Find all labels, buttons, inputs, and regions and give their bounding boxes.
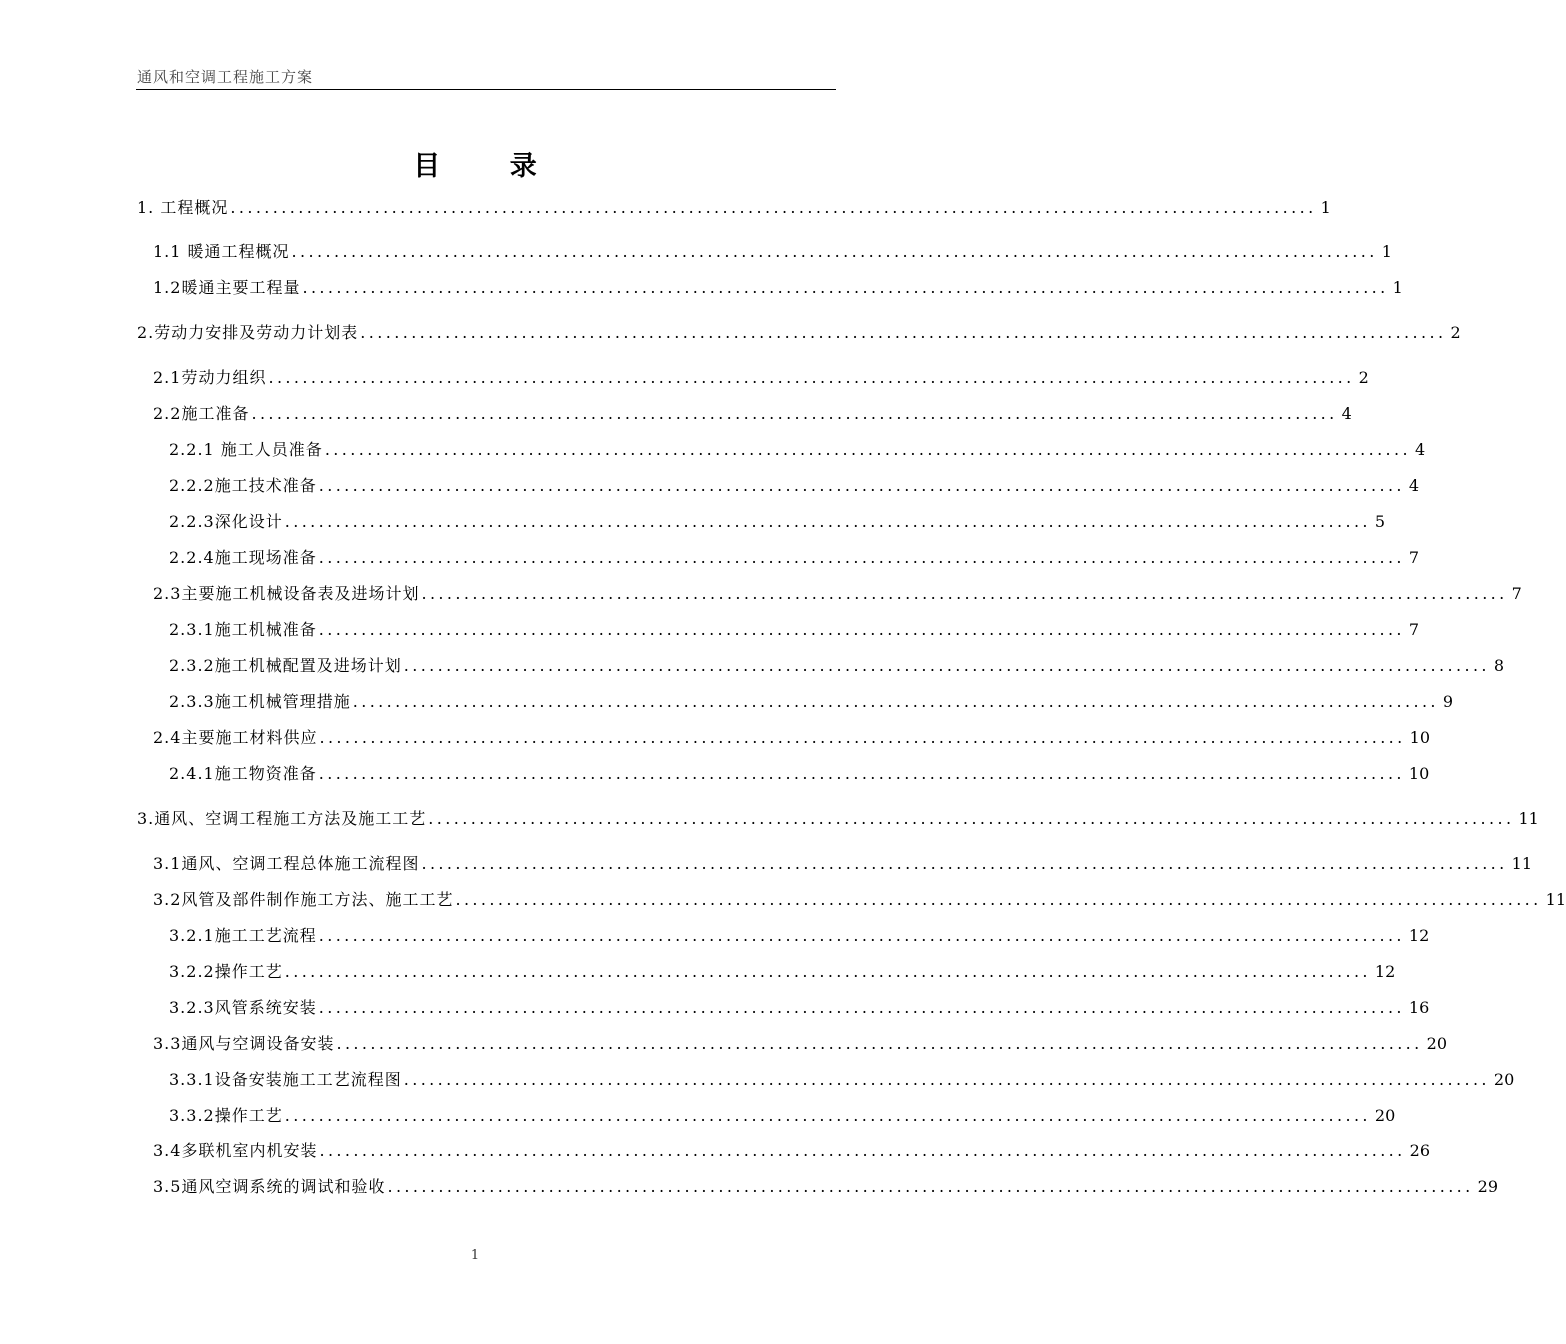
toc-entry[interactable] xyxy=(169,652,1505,676)
toc-entry-label: 3.4多联机室内机安装 xyxy=(153,1141,318,1160)
toc-entry-label: 2.4主要施工材料供应 xyxy=(153,728,318,747)
toc-entry-page: 10 xyxy=(1409,728,1431,747)
toc-entry-page: 1 xyxy=(1381,242,1392,261)
toc-entry-label: 1. 工程概况 xyxy=(137,198,229,217)
toc-entry-page: 11 xyxy=(1545,890,1566,909)
toc-entry[interactable] xyxy=(153,238,1392,262)
toc-entry-label: 2.劳动力安排及劳动力计划表 xyxy=(137,323,359,342)
toc-entry[interactable] xyxy=(153,1030,1448,1054)
toc-entry[interactable] xyxy=(137,805,1539,829)
toc-leader-dots: ................................................................................................................................ xyxy=(421,584,1508,603)
toc-entry-label: 2.2.4施工现场准备 xyxy=(169,548,317,567)
toc-entry[interactable] xyxy=(169,508,1386,532)
toc-entry-page: 20 xyxy=(1426,1034,1448,1053)
toc-entry-label: 2.3.3施工机械管理措施 xyxy=(169,692,351,711)
page-number: 1 xyxy=(470,1248,480,1263)
toc-leader-dots: ................................................................................................................................ xyxy=(455,890,1542,909)
toc-leader-dots: ................................................................................................................................ xyxy=(318,476,1405,495)
header-divider xyxy=(136,89,836,90)
toc-entry-page: 10 xyxy=(1408,764,1430,783)
toc-leader-dots: ................................................................................................................................ xyxy=(291,242,1378,261)
toc-entry-label: 3.通风、空调工程施工方法及施工工艺 xyxy=(137,809,427,828)
toc-leader-dots: ................................................................................................................................ xyxy=(318,926,1405,945)
toc-entry[interactable] xyxy=(153,400,1352,424)
toc-leader-dots: ................................................................................................................................ xyxy=(387,1177,1474,1196)
toc-leader-dots: ................................................................................................................................ xyxy=(319,1141,1406,1160)
toc-entry[interactable] xyxy=(169,688,1454,712)
header-title: 通风和空调工程施工方案 xyxy=(137,68,314,86)
toc-entry-page: 12 xyxy=(1374,962,1396,981)
toc-entry-label: 3.3.1设备安装施工工艺流程图 xyxy=(169,1070,402,1089)
toc-leader-dots: ................................................................................................................................ xyxy=(421,854,1508,873)
toc-entry-label: 3.1通风、空调工程总体施工流程图 xyxy=(153,854,420,873)
toc-entry-page: 1 xyxy=(1392,278,1403,297)
toc-entry[interactable] xyxy=(153,724,1431,748)
toc-leader-dots: ................................................................................................................................ xyxy=(352,692,1439,711)
toc-leader-dots: ................................................................................................................................ xyxy=(284,962,1371,981)
toc-leader-dots: ................................................................................................................................ xyxy=(318,998,1405,1017)
toc-entry-page: 9 xyxy=(1442,692,1454,711)
toc-entry-page: 5 xyxy=(1374,512,1386,531)
toc-leader-dots: ................................................................................................................................ xyxy=(318,620,1405,639)
toc-leader-dots: ................................................................................................................................ xyxy=(318,548,1405,567)
toc-entry-label: 1.1 暖通工程概况 xyxy=(153,242,290,261)
toc-entry[interactable] xyxy=(153,886,1566,910)
toc-leader-dots: ................................................................................................................................ xyxy=(284,1106,1371,1125)
toc-entry-label: 3.2.1施工工艺流程 xyxy=(169,926,317,945)
toc-entry-label: 2.3.1施工机械准备 xyxy=(169,620,317,639)
toc-entry-label: 1.2暖通主要工程量 xyxy=(153,278,301,297)
toc-entry[interactable] xyxy=(153,580,1522,604)
toc-entry-label: 3.2风管及部件制作施工方法、施工工艺 xyxy=(153,890,454,909)
toc-entry[interactable] xyxy=(169,1066,1515,1090)
toc-leader-dots: ................................................................................................................................ xyxy=(284,512,1371,531)
toc-entry-page: 2 xyxy=(1358,368,1369,387)
toc-leader-dots: ................................................................................................................................ xyxy=(268,368,1355,387)
toc-entry-page: 16 xyxy=(1408,998,1430,1017)
toc-entry-label: 2.1劳动力组织 xyxy=(153,368,267,387)
toc-entry-label: 3.3通风与空调设备安装 xyxy=(153,1034,335,1053)
toc-leader-dots: ................................................................................................................................ xyxy=(302,278,1389,297)
toc-entry-label: 2.2.2施工技术准备 xyxy=(169,476,317,495)
toc-entry-label: 2.4.1施工物资准备 xyxy=(169,764,317,783)
toc-entry[interactable] xyxy=(153,274,1403,298)
toc-entry-label: 3.3.2操作工艺 xyxy=(169,1106,283,1125)
toc-leader-dots: ................................................................................................................................ xyxy=(428,809,1515,828)
toc-entry[interactable] xyxy=(137,319,1461,343)
toc-entry[interactable] xyxy=(169,958,1396,982)
toc-entry[interactable] xyxy=(153,1137,1431,1161)
toc-leader-dots: ................................................................................................................................ xyxy=(251,404,1338,423)
toc-leader-dots: ................................................................................................................................ xyxy=(318,764,1405,783)
toc-entry-page: 7 xyxy=(1408,548,1420,567)
toc-entry[interactable] xyxy=(169,760,1430,784)
toc-leader-dots: ................................................................................................................................ xyxy=(319,728,1406,747)
toc-entry-page: 20 xyxy=(1374,1106,1396,1125)
toc-entry[interactable] xyxy=(153,850,1533,874)
toc-entry-label: 3.2.2操作工艺 xyxy=(169,962,283,981)
toc-entry[interactable] xyxy=(169,994,1430,1018)
toc-entry-page: 2 xyxy=(1450,323,1461,342)
toc-entry[interactable] xyxy=(153,364,1369,388)
toc-entry[interactable] xyxy=(169,922,1430,946)
toc-entry-label: 2.2.3深化设计 xyxy=(169,512,283,531)
toc-entry-page: 26 xyxy=(1409,1141,1431,1160)
toc-entry-page: 11 xyxy=(1518,809,1539,828)
toc-entry[interactable] xyxy=(137,194,1331,218)
toc-entry-page: 12 xyxy=(1408,926,1430,945)
toc-entry-label: 2.3.2施工机械配置及进场计划 xyxy=(169,656,402,675)
toc-entry-page: 7 xyxy=(1408,620,1420,639)
toc-entry-page: 11 xyxy=(1511,854,1533,873)
toc-entry-page: 20 xyxy=(1493,1070,1515,1089)
toc-leader-dots: ................................................................................................................................ xyxy=(230,198,1317,217)
toc-entry[interactable] xyxy=(169,436,1426,460)
toc-leader-dots: ................................................................................................................................ xyxy=(336,1034,1423,1053)
toc-entry[interactable] xyxy=(169,472,1420,496)
toc-entry-page: 7 xyxy=(1511,584,1522,603)
toc-leader-dots: ................................................................................................................................ xyxy=(360,323,1447,342)
toc-entry-page: 4 xyxy=(1341,404,1352,423)
toc-entry-page: 8 xyxy=(1493,656,1505,675)
toc-entry-page: 4 xyxy=(1408,476,1420,495)
toc-entry-label: 2.2施工准备 xyxy=(153,404,250,423)
toc-leader-dots: ................................................................................................................................ xyxy=(324,440,1412,459)
toc-entry[interactable] xyxy=(169,616,1420,640)
toc-leader-dots: ................................................................................................................................ xyxy=(403,1070,1490,1089)
toc-entry[interactable] xyxy=(169,544,1420,568)
toc-entry[interactable] xyxy=(169,1102,1396,1126)
toc-entry-page: 29 xyxy=(1477,1177,1499,1196)
toc-entry-page: 4 xyxy=(1415,440,1426,459)
toc-entry-page: 1 xyxy=(1320,198,1331,217)
toc-entry-label: 3.2.3风管系统安装 xyxy=(169,998,317,1017)
toc-entry-label: 2.2.1 施工人员准备 xyxy=(169,440,323,459)
toc-entry-label: 3.5通风空调系统的调试和验收 xyxy=(153,1177,386,1196)
toc-entry-label: 2.3主要施工机械设备表及进场计划 xyxy=(153,584,420,603)
toc-leader-dots: ................................................................................................................................ xyxy=(403,656,1490,675)
page-title: 目 录 xyxy=(413,151,567,182)
toc-entry[interactable] xyxy=(153,1173,1499,1197)
